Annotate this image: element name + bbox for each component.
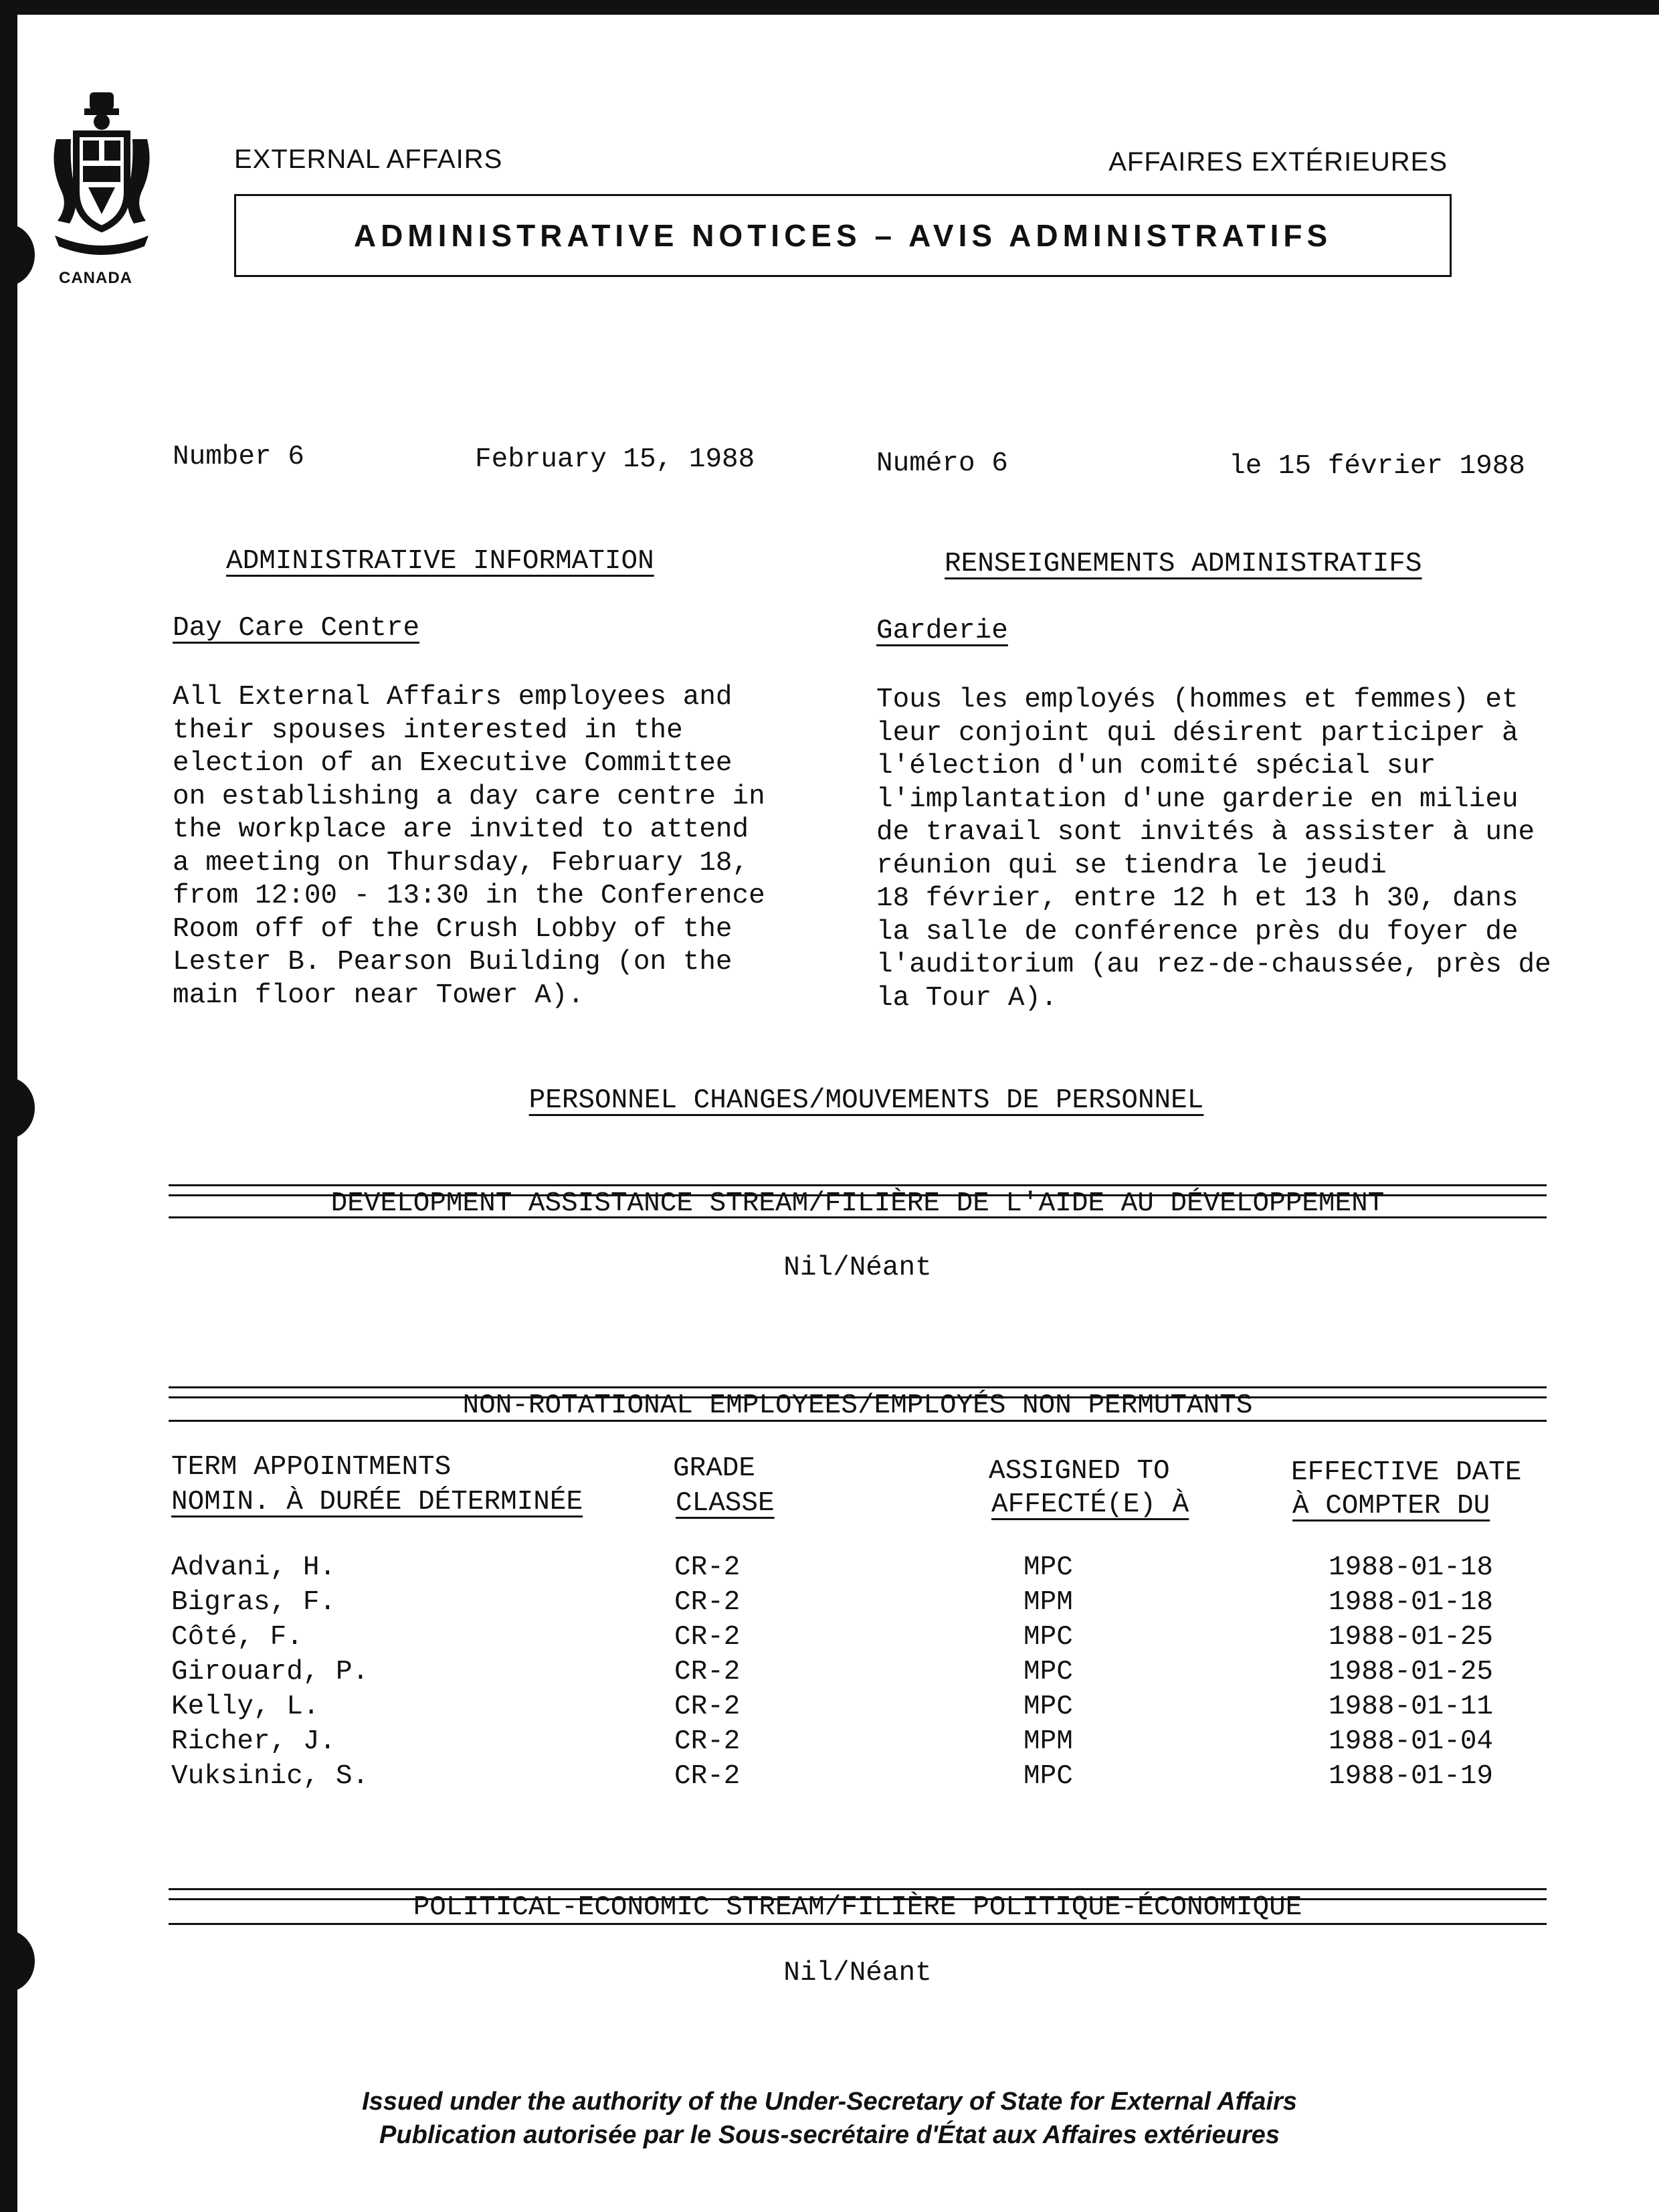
employee-effective-date: 1988-01-18	[1329, 1552, 1494, 1583]
title-banner	[234, 194, 1452, 277]
employee-effective-date: 1988-01-11	[1329, 1691, 1494, 1722]
non-rotational-title: NON-ROTATIONAL EMPLOYEES/EMPLOYÉS NON PERMUTANTS	[462, 1390, 1253, 1421]
employee-name: Vuksinic, S.	[171, 1761, 369, 1792]
footer-authority-en: Issued under the authority of the Under-Secretary of State for External Affairs	[362, 2088, 1297, 2116]
employee-assigned: MPM	[1023, 1726, 1073, 1757]
employee-name: Bigras, F.	[171, 1587, 336, 1618]
col-header-date-fr: À COMPTER DU	[1292, 1491, 1490, 1522]
notice-number-fr: Numéro 6	[876, 448, 1008, 479]
body-text-en: All External Affairs employees and their spouses interested in the election of an Executive Committee on establishing a day care centre in the workplace are invited to attend a meeting on Thursday, February 18, from 12:00 - 13:30 in the Conference Room off of the Crush Lobby of the Lester B. Pearson Building (on the main floor near Tower A).	[173, 682, 765, 1011]
admin-heading-en: ADMINISTRATIVE INFORMATION	[226, 546, 654, 577]
canada-coat-of-arms-logo	[41, 87, 162, 288]
employee-effective-date: 1988-01-19	[1329, 1761, 1494, 1792]
development-stream-title: DEVELOPMENT ASSISTANCE STREAM/FILIÈRE DE L'AIDE AU DÉVELOPPEMENT	[330, 1188, 1385, 1219]
employee-grade: CR-2	[674, 1726, 741, 1757]
employee-assigned: MPC	[1023, 1761, 1073, 1792]
employee-grade: CR-2	[674, 1587, 741, 1618]
table-row	[0, 1587, 1659, 1622]
employee-grade: CR-2	[674, 1691, 741, 1722]
col-header-term-en: TERM APPOINTMENTS	[171, 1452, 452, 1483]
notice-date-fr: le 15 février 1988	[1229, 451, 1525, 482]
punch-hole	[0, 1930, 35, 1992]
footer-authority-fr: Publication autorisée par le Sous-secrétaire d'État aux Affaires extérieures	[379, 2121, 1280, 2149]
employee-assigned: MPC	[1023, 1657, 1073, 1687]
employee-name: Richer, J.	[171, 1726, 336, 1757]
col-header-grade-en: GRADE	[673, 1453, 756, 1484]
table-row	[0, 1761, 1659, 1796]
table-row	[0, 1726, 1659, 1761]
agency-name-en: EXTERNAL AFFAIRS	[234, 145, 503, 174]
table-row	[0, 1552, 1659, 1587]
section-rule	[169, 1923, 1547, 1925]
employee-name: Côté, F.	[171, 1622, 303, 1653]
col-header-assigned-fr: AFFECTÉ(E) À	[991, 1489, 1189, 1520]
political-economic-title: POLITICAL-ECONOMIC STREAM/FILIÈRE POLITIQUE-ÉCONOMIQUE	[413, 1892, 1302, 1923]
punch-hole	[0, 224, 35, 286]
employee-effective-date: 1988-01-18	[1329, 1587, 1494, 1618]
section-rule	[169, 1420, 1547, 1422]
col-header-grade-fr: CLASSE	[676, 1488, 775, 1519]
subheading-en: Day Care Centre	[173, 613, 420, 644]
employee-name: Kelly, L.	[171, 1691, 320, 1722]
employee-assigned: MPC	[1023, 1691, 1073, 1722]
employee-name: Advani, H.	[171, 1552, 336, 1583]
employee-grade: CR-2	[674, 1761, 741, 1792]
employee-name: Girouard, P.	[171, 1657, 369, 1687]
table-row	[0, 1657, 1659, 1691]
section-rule	[169, 1216, 1547, 1218]
body-text-fr: Tous les employés (hommes et femmes) et leur conjoint qui désirent participer à l'élection d'un comité spécial sur l'implantation d'une garderie en milieu de travail sont invités à assister à une réunion qui se tiendra le jeudi 18 février, entre 12 h et 13 h 30, dans la salle de conférence près du foyer de l'auditorium (au rez-de-chaussée, près de la Tour A).	[876, 684, 1551, 1014]
agency-name-fr: AFFAIRES EXTÉRIEURES	[1108, 147, 1448, 177]
employee-assigned: MPC	[1023, 1552, 1073, 1583]
employee-grade: CR-2	[674, 1552, 741, 1583]
table-row	[0, 1691, 1659, 1726]
notice-number-en: Number 6	[173, 442, 304, 472]
admin-heading-fr: RENSEIGNEMENTS ADMINISTRATIFS	[945, 549, 1422, 579]
document-title: ADMINISTRATIVE NOTICES – AVIS ADMINISTRATIFS	[353, 218, 1333, 253]
development-stream-value: Nil/Néant	[783, 1253, 932, 1283]
political-economic-value: Nil/Néant	[783, 1958, 932, 1989]
employee-assigned: MPM	[1023, 1587, 1073, 1618]
col-header-assigned-en: ASSIGNED TO	[989, 1456, 1170, 1487]
employee-effective-date: 1988-01-04	[1329, 1726, 1494, 1757]
notice-date-en: February 15, 1988	[475, 444, 755, 475]
employee-assigned: MPC	[1023, 1622, 1073, 1653]
table-row	[0, 1622, 1659, 1657]
subheading-fr: Garderie	[876, 616, 1008, 646]
country-label: CANADA	[59, 269, 132, 287]
scan-top-edge	[0, 0, 1659, 15]
employee-grade: CR-2	[674, 1622, 741, 1653]
personnel-heading: PERSONNEL CHANGES/MOUVEMENTS DE PERSONNEL	[528, 1085, 1204, 1116]
employee-grade: CR-2	[674, 1657, 741, 1687]
employee-effective-date: 1988-01-25	[1329, 1657, 1494, 1687]
col-header-date-en: EFFECTIVE DATE	[1291, 1457, 1522, 1488]
col-header-term-fr: NOMIN. À DURÉE DÉTERMINÉE	[171, 1487, 583, 1517]
employee-effective-date: 1988-01-25	[1329, 1622, 1494, 1653]
